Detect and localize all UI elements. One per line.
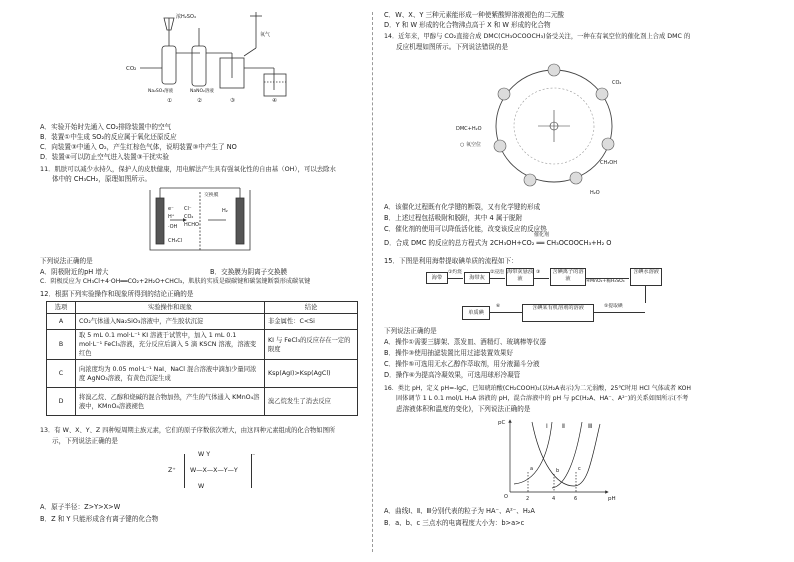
graph-xtick-2: 2 xyxy=(526,496,530,502)
table-row xyxy=(47,360,358,388)
q16-stem-line3: 虑溶液体积和温度的变化)，下列说法正确的是 xyxy=(396,405,531,413)
q11-option-c: C．阴极反应为 CH₃Cl+4·OH══CO₂+2H₂O+CHCl₃，肌肤的实质是碳碳键和碳氢键断裂形成碳氧键 xyxy=(40,278,311,285)
cycle-dmc: DMC+H₂O xyxy=(456,126,482,132)
q16-option-a: A．曲线Ⅰ、Ⅱ、Ⅲ分别代表的粒子为 HA⁻、A²⁻、H₂A xyxy=(384,507,535,515)
graph-xlabel: pH xyxy=(608,496,616,502)
header-operation: 实验操作和现象 xyxy=(76,302,265,314)
flowchart xyxy=(426,268,726,332)
q13-stem-line2: 示，下列说法正确的是 xyxy=(52,437,118,445)
cell-hcho: HCHO xyxy=(184,222,199,228)
table-row xyxy=(47,388,358,416)
graph-xtick-6: 6 xyxy=(574,496,578,502)
q11-option-b: B．交换膜为阴离子交换膜 xyxy=(210,268,288,276)
q10-option-b: B．装置①中生成 SO₂的反应属于氧化还原反应 xyxy=(40,133,177,141)
cell-cl: Cl⁻ xyxy=(184,206,192,212)
apparatus-figure xyxy=(126,8,310,108)
q11-stem-line1: 11．肌肤可以减少水持久，保护人的皮肤健康，用电解法产生具有强氧化性的自由基（OH），可以去除水 xyxy=(40,165,336,173)
q10-option-d: D．装置④可以防止空气进入装置③干扰实验 xyxy=(40,153,169,161)
graph-ylabel: pC xyxy=(498,420,506,426)
fig-label-co2: CO₂ xyxy=(126,66,137,72)
curve-1 xyxy=(514,422,552,484)
flow-box-2: 海带灰 xyxy=(464,272,490,284)
right-column xyxy=(384,8,746,554)
q14-stem-line1: 14．近年来，甲醇与 CO₂直接合成 DMC(CH₃OCOOCH₃)备受关注，一种在有氧空位的催化剂上合成 DMC 的 xyxy=(384,33,691,40)
row-conclusion: 非金属性：C<Si xyxy=(265,314,358,330)
flow-arrow-4: ④MnO₂+稀H₂SO₄ xyxy=(586,279,625,284)
structural-formula xyxy=(168,450,258,498)
q15-question: 下列说法正确的是 xyxy=(384,327,437,335)
cell-ch3cl: CH₃Cl xyxy=(168,238,183,244)
q16-stem-line2: 固体调节 1 L 0.1 mol/L H₂A 溶液的 pH，混合溶液中的 pH 与 pC(H₂A、HA⁻、A²⁻)的关系如图所示(不考 xyxy=(396,395,689,402)
q10-option-c: C．向装置③中通入 O₂，产生红棕色气体，说明装置③中产生了 NO xyxy=(40,143,237,151)
flow-line-3 xyxy=(533,278,549,279)
q15-option-c: C．操作⑤可选用无水乙醇作萃取剂，用分液漏斗分液 xyxy=(384,360,540,368)
q10-option-a: A．实验开始时先通入 CO₂排除装置中的空气 xyxy=(40,123,172,131)
cell-h2: H₂ xyxy=(222,208,228,214)
electrolysis-figure xyxy=(140,186,260,254)
graph-xtick-4: 4 xyxy=(552,496,556,502)
left-column xyxy=(40,8,362,554)
table-row xyxy=(47,314,358,330)
q16-stem-line1: 16．类比 pH，定义 pH=-lgC，已知琥珀酸(CH₂COOH)₂(以H₂A表示)为二元弱酸，25℃时用 HCl 气体或者 KOH xyxy=(384,385,692,392)
row-option: C xyxy=(47,360,76,388)
q14-catalyst-label: 催化剂 xyxy=(534,232,550,238)
struct-left: Z⁺ xyxy=(168,467,176,474)
curve-label-1: Ⅰ xyxy=(546,423,548,430)
q15-option-b: B．操作③使用抽滤装置比用过滤装置效果好 xyxy=(384,349,514,357)
column-divider xyxy=(372,12,373,552)
fig-label-2: ② xyxy=(197,98,202,104)
graph-origin: O xyxy=(504,494,508,500)
header-option: 选项 xyxy=(47,302,76,314)
q16-option-b: B．a、b、c 三点水的电离程度大小为：b>a>c xyxy=(384,519,525,527)
struct-bottom: W xyxy=(198,483,205,490)
cell-hplus: H⁺ xyxy=(168,214,175,220)
q15-option-a: A．操作①需要三脚架、蒸发皿、酒精灯、玻璃棒等仪器 xyxy=(384,338,547,346)
cycle-h2o: H₂O xyxy=(590,190,600,196)
pc-ph-graph xyxy=(496,418,616,502)
q11-stem-line2: 体中的 CH₃CH₂，原理如图所示。 xyxy=(52,175,152,183)
q14-option-c: C．催化剂的使用可以降低活化能，改变该反应的反应热 xyxy=(384,225,547,233)
flow-line-4 xyxy=(585,278,629,279)
q13-stem-line1: 13．有 W、X、Y、Z 四种短周期主族元素，它们的原子序数依次增大，由这四种元素组成的化合物如图所 xyxy=(40,427,336,434)
flow-box-3: 海带灰悬浊液 xyxy=(506,268,534,286)
fig-label-naso3: Na₂SO₃溶液 xyxy=(148,89,174,94)
q15-option-d: D．操作⑥为提高冷凝效果，可选用球形冷凝管 xyxy=(384,371,521,379)
point-b: b xyxy=(556,468,560,474)
flow-arrow-6: ⑥ xyxy=(496,304,501,309)
cell-co2: CO₂ xyxy=(184,214,194,220)
q14-option-a: A．该催化过程既有化学键的断裂，又有化学键的形成 xyxy=(384,203,541,211)
q12-title: 12．根据下列实验操作和现象所得到的结论正确的是 xyxy=(40,290,194,298)
fig-label-1: ① xyxy=(167,98,172,104)
row-conclusion: 溴乙烷发生了消去反应 xyxy=(265,388,358,416)
q12-table xyxy=(46,301,358,416)
cell-e: e⁻ xyxy=(168,206,174,212)
flow-line-1 xyxy=(447,278,463,279)
cell-membrane: 交换膜 xyxy=(204,193,219,198)
flow-box-5: 含碘水溶液 xyxy=(630,268,662,286)
table-header-row xyxy=(47,302,358,314)
table-row xyxy=(47,330,358,360)
row-conclusion: Ksp(AgI)>Ksp(AgCl) xyxy=(265,360,358,388)
flow-line-2 xyxy=(489,278,505,279)
q13-option-b: B．Z 和 Y 只能形成含有离子键的化合物 xyxy=(40,515,159,523)
cycle-co2: CO₂ xyxy=(612,80,622,86)
q13-option-d: D．Y 和 W 形成的化合物沸点高于 X 和 W 形成的化合物 xyxy=(384,21,551,29)
q14-option-b: B．上述过程包括吸附和脱附，其中 4 属于脱附 xyxy=(384,214,523,222)
curve-label-2: Ⅱ xyxy=(562,423,565,430)
flow-line-6 xyxy=(488,312,522,313)
flow-line-down xyxy=(645,285,646,303)
fig-label-h2so4: 浓H₂SO₄ xyxy=(176,14,196,20)
cycle-meoh: CH₃OH xyxy=(600,160,617,166)
q13-option-a: A．原子半径：Z>Y>X>W xyxy=(40,503,121,511)
flow-arrow-1: ①灼烧 xyxy=(448,270,462,275)
q15-title: 15．下图是利用海带提取碘单质的流程如下： xyxy=(384,257,518,265)
row-operation: 将溴乙烷、乙醇和烧碱的混合物加热，产生的气体通入 KMnO₄溶液中，KMnO₄溶液褪色 xyxy=(76,388,265,416)
flow-arrow-2: ②浸泡 xyxy=(490,270,504,275)
row-operation: 向浓度均为 0.05 mol·L⁻¹ NaI、NaCl 混合溶液中滴加少量同浓度 AgNO₃溶液，有黄色沉淀生成 xyxy=(76,360,265,388)
q13-option-c: C．W、X、Y 三种元素能形成一种使紫酸钾溶液褪色的二元酸 xyxy=(384,11,565,19)
catalytic-cycle-figure xyxy=(456,54,624,198)
row-operation: CO₂气体通入Na₂SiO₃溶液中，产生胶状沉淀 xyxy=(76,314,265,330)
q14-option-d: D．合成 DMC 的反应的总方程式为 2CH₃OH+CO₂ ══ CH₃OCOOCH₃+H₂ O xyxy=(384,239,612,247)
struct-middle: W—X—X—Y—Y xyxy=(190,467,238,474)
fig-label-nano2: NaNO₂溶液 xyxy=(190,89,214,94)
curve-label-3: Ⅲ xyxy=(588,423,593,430)
struct-top: W Y xyxy=(198,451,211,458)
point-c: c xyxy=(578,466,581,472)
q11-option-a: A．阴极附近的pH 增大 xyxy=(40,268,109,276)
struct-minus: ⁻ xyxy=(252,453,256,460)
flow-arrow-3: ③ xyxy=(536,270,541,275)
flow-arrow-5: ⑤提取碘 xyxy=(604,304,623,309)
flow-box-7: 单质碘 xyxy=(462,306,490,320)
row-option: B xyxy=(47,330,76,360)
point-a: a xyxy=(530,466,534,472)
flow-box-4: 含碘离子的溶液 xyxy=(550,268,586,286)
cell-oh: ·OH xyxy=(168,224,178,230)
q14-stem-line2: 反应机理如图所示。下列说法错误的是 xyxy=(396,43,509,51)
row-option: A xyxy=(47,314,76,330)
fig-label-o2: 氧气 xyxy=(260,32,271,38)
flow-line-5 xyxy=(593,312,645,313)
row-operation: 取 5 mL 0.1 mol·L⁻¹ KI 溶液于试管中，加入 1 mL 0.1 mol·L⁻¹ FeCl₃溶液，充分反应后滴入 5 滴 KSCN 溶液，溶液变红色 xyxy=(76,330,265,360)
header-conclusion: 结论 xyxy=(265,302,358,314)
row-option: D xyxy=(47,388,76,416)
flow-box-1: 海带 xyxy=(426,272,448,284)
q11-question: 下列说法正确的是 xyxy=(40,257,93,265)
flow-box-6: 含碘某有机溶剂的溶液 xyxy=(522,304,594,322)
fig-label-3: ③ xyxy=(230,98,235,104)
cycle-vacancy: ○ 氧空位 xyxy=(460,142,481,148)
row-conclusion: KI 与 FeCl₃的反应存在一定的限度 xyxy=(265,330,358,360)
fig-label-4: ④ xyxy=(272,98,277,104)
